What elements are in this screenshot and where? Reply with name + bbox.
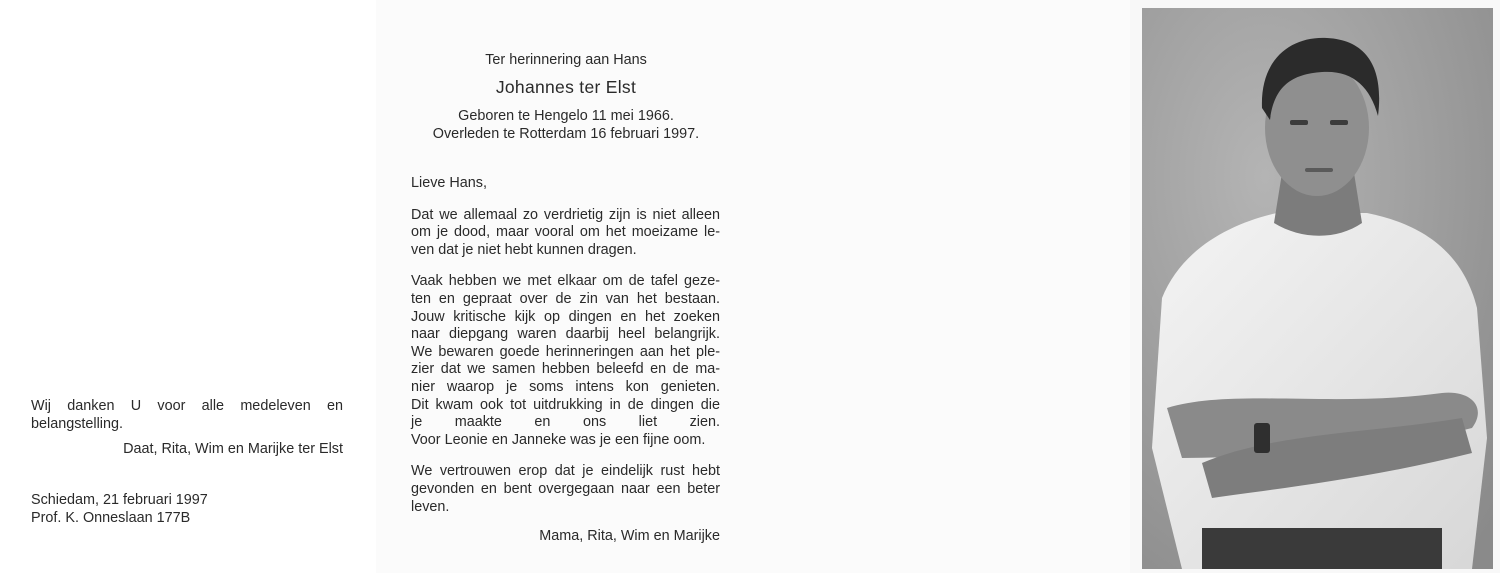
salutation: Lieve Hans, [411, 175, 487, 191]
letter-signoff: Mama, Rita, Wim en Marijke [539, 528, 720, 545]
letter-line: Vaak hebben we met elkaar om de tafel geze- [411, 273, 720, 290]
left-panel [0, 0, 376, 573]
letter-line: We vertrouwen erop dat je eindelijk rust hebt [411, 463, 720, 480]
letter-line: leven. [411, 498, 450, 515]
died-line: Overleden te Rotterdam 16 februari 1997. [432, 126, 700, 142]
deceased-name: Johannes ter Elst [495, 77, 637, 97]
letter-paragraphs [411, 207, 720, 517]
thanks-signature: Daat, Rita, Wim en Marijke ter Elst [123, 441, 343, 457]
letter-line: Dat we allemaal zo verdrietig zijn is niet alleen [411, 206, 720, 223]
letter-line: Voor Leonie en Janneke was je een fijne oom. [411, 431, 706, 448]
letter-line: nier waarop je soms intens kon genieten. [411, 378, 720, 395]
letter-line: We bewaren goede herinneringen aan het ple- [411, 343, 720, 360]
letter-line: naar diepgang waren daarbij heel belangrijk. [411, 326, 720, 343]
born-line: Geboren te Hengelo 11 mei 1966. [458, 108, 674, 124]
portrait-photo-icon [1142, 8, 1493, 569]
thanks-block [31, 397, 343, 458]
thanks-text: Wij danken U voor alle medeleven en belangstelling. [31, 398, 343, 432]
address: Prof. K. Onneslaan 177B [31, 510, 191, 526]
letter-paragraph [411, 207, 720, 260]
letter-line: je maakte en ons liet zien. [411, 414, 720, 431]
letter-line: Jouw kritische kijk op dingen en het zoeken [411, 308, 720, 325]
letter-line: om je dood, maar vooral om het moeizame le- [411, 224, 720, 241]
letter-line: ven dat je niet hebt kunnen dragen. [411, 241, 637, 258]
letter-paragraph [411, 273, 720, 449]
letter [411, 175, 720, 546]
letter-line: Dit kwam ook tot uitdrukking in de dingen die [411, 396, 720, 413]
life-dates [404, 107, 728, 143]
place-date: Schiedam, 21 februari 1997 [31, 492, 208, 508]
letter-line: gevonden en bent overgegaan naar een beter [411, 480, 720, 497]
letter-line: zier dat we samen hebben beleefd en de ma- [411, 361, 720, 378]
place-date-block [31, 491, 208, 527]
letter-line: ten en gepraat over de zin van het bestaan. [411, 290, 720, 307]
intro-line: Ter herinnering aan Hans [485, 52, 647, 68]
letter-paragraph [411, 463, 720, 516]
